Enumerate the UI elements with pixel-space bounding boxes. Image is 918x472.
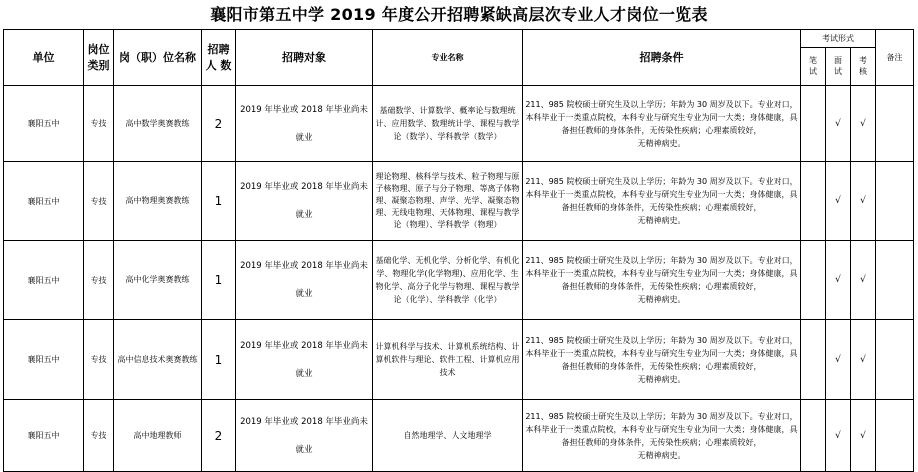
cell-target: 2019 年毕业或 2018 年毕业尚未就业: [236, 86, 373, 162]
table-row: [4, 400, 914, 472]
condition-text: 211、985 院校硕士研究生及以上学历；年龄为 30 周岁及以下。专业对口，本科毕业于一类重点院校，本科专业与研究生专业为同一大类；身体健康，具备担任教师的身体条件，无传染性疾病；心理素质较好，: [525, 99, 798, 135]
header-count-line1: 招聘人: [205, 42, 230, 72]
cell-assess: √: [851, 320, 876, 400]
cell-category: 专技: [84, 241, 114, 320]
cell-major: 自然地理学、人文地理学: [373, 400, 523, 472]
cell-count: 1: [202, 162, 236, 241]
cell-category: 专技: [84, 320, 114, 400]
cell-major: 计算机科学与技术、计算机系统结构、计算机软件与理论、软件工程、计算机应用技术: [373, 320, 523, 400]
cell-assess: √: [851, 241, 876, 320]
cell-remarks: [876, 400, 914, 472]
header-unit: 单位: [4, 30, 84, 86]
header-category-line2: 类别: [87, 58, 110, 72]
cell-position: 高中数学奥赛教练: [114, 86, 202, 162]
cell-count: 2: [202, 400, 236, 472]
cell-category: 专技: [84, 400, 114, 472]
condition-text: 211、985 院校硕士研究生及以上学历；年龄为 30 周岁及以下。专业对口，本科毕业于一类重点院校，本科专业与研究生专业为同一大类；身体健康，具备担任教师的身体条件，无传染性疾病；心理素质较好，: [525, 177, 798, 212]
header-remarks: 备注: [876, 30, 914, 86]
table-row: [4, 86, 914, 162]
cell-position: 高中地理教师: [114, 400, 202, 472]
header-category-line1: 岗位: [87, 42, 110, 56]
cell-unit: 襄阳五中: [4, 162, 84, 241]
cell-condition: [523, 241, 801, 320]
condition-end: 无精神病史。: [637, 295, 686, 304]
cell-count: 1: [202, 241, 236, 320]
cell-assess: √: [851, 162, 876, 241]
cell-condition: [523, 162, 801, 241]
cell-interview: √: [826, 86, 851, 162]
cell-position: 高中化学奥赛教练: [114, 241, 202, 320]
cell-unit: 襄阳五中: [4, 86, 84, 162]
header-position: 岗（职）位名称: [114, 30, 202, 86]
cell-target: 2019 年毕业或 2018 年毕业尚未就业: [236, 400, 373, 472]
document-title: 襄阳市第五中学 2019 年度公开招聘紧缺高层次专业人才岗位一览表: [210, 5, 708, 24]
condition-text: 211、985 院校硕士研究生及以上学历；年龄为 30 周岁及以下。专业对口，本科毕业于一类重点院校，本科专业与研究生专业为同一大类；身体健康，具备担任教师的身体条件，无传染性疾病；心理素质较好，: [525, 256, 798, 291]
cell-interview: √: [826, 400, 851, 472]
cell-major: 理论物理、核科学与技术、粒子物理与原子核物理、原子与分子物理、等离子体物理、凝聚态物理、声学、光学、凝聚态物理、无线电物理、天体物理、课程与教学论（物理）、学科教学（物理）: [373, 162, 523, 241]
header-count-line2: 数: [220, 58, 232, 72]
cell-interview: √: [826, 162, 851, 241]
cell-interview: √: [826, 320, 851, 400]
condition-end: 无精神病史。: [637, 138, 686, 148]
cell-category: 专技: [84, 162, 114, 241]
cell-unit: 襄阳五中: [4, 400, 84, 472]
cell-major: 基础数学、计算数学、概率论与数理统计、应用数学、数理统计学、课程与教学论（数学）、学科教学（数学）: [373, 86, 523, 162]
cell-assess: √: [851, 86, 876, 162]
cell-written: [801, 162, 826, 241]
cell-category: 专技: [84, 86, 114, 162]
condition-text: 211、985 院校硕士研究生及以上学历；年龄为 30 周岁及以下。专业对口，本科毕业于一类重点院校，本科专业与研究生专业为同一大类；身体健康，具备担任教师的身体条件，无传染性疾病；心理素质较好，: [525, 335, 798, 371]
cell-remarks: [876, 241, 914, 320]
cell-position: 高中物理奥赛教练: [114, 162, 202, 241]
header-condition: 招聘条件: [523, 30, 801, 86]
condition-text: 211、985 院校硕士研究生及以上学历；年龄为 30 周岁及以下。专业对口，本科毕业于一类重点院校，本科专业与研究生专业为同一大类；身体健康，具备担任教师的身体条件，无传染性疾病；心理素质较好，: [525, 411, 798, 447]
header-exam-interview: 面 试: [826, 48, 851, 86]
condition-end: 无精神病史。: [637, 216, 686, 225]
cell-written: [801, 241, 826, 320]
header-category: [84, 30, 114, 86]
header-major: 专业名称: [373, 30, 523, 86]
header-exam-assess: 考 核: [851, 48, 876, 86]
cell-written: [801, 320, 826, 400]
cell-remarks: [876, 86, 914, 162]
cell-condition: [523, 320, 801, 400]
cell-condition: [523, 86, 801, 162]
cell-target: 2019 年毕业或 2018 年毕业尚未就业: [236, 241, 373, 320]
condition-end: 无精神病史。: [637, 374, 686, 384]
cell-target: 2019 年毕业或 2018 年毕业尚未就业: [236, 320, 373, 400]
cell-unit: 襄阳五中: [4, 320, 84, 400]
cell-unit: 襄阳五中: [4, 241, 84, 320]
table-row: [4, 320, 914, 400]
table-row: [4, 241, 914, 320]
positions-table: [3, 29, 914, 472]
header-exam-form: 考试形式: [801, 30, 876, 48]
cell-major: 基础化学、无机化学、分析化学、有机化学、物理化学(化学物理)、应用化学、生物化学、高分子化学与物理、课程与教学论（化学）、学科教学（化学）: [373, 241, 523, 320]
cell-interview: √: [826, 241, 851, 320]
cell-written: [801, 400, 826, 472]
cell-condition: [523, 400, 801, 472]
cell-position: 高中信息技术奥赛教练: [114, 320, 202, 400]
cell-assess: √: [851, 400, 876, 472]
header-count: [202, 30, 236, 86]
condition-end: 无精神病史。: [637, 450, 686, 460]
header-exam-written: 笔 试: [801, 48, 826, 86]
cell-remarks: [876, 320, 914, 400]
cell-target: 2019 年毕业或 2018 年毕业尚未就业: [236, 162, 373, 241]
cell-count: 1: [202, 320, 236, 400]
header-target: 招聘对象: [236, 30, 373, 86]
cell-count: 2: [202, 86, 236, 162]
cell-written: [801, 86, 826, 162]
table-row: [4, 162, 914, 241]
cell-remarks: [876, 162, 914, 241]
header-row: [4, 30, 914, 48]
